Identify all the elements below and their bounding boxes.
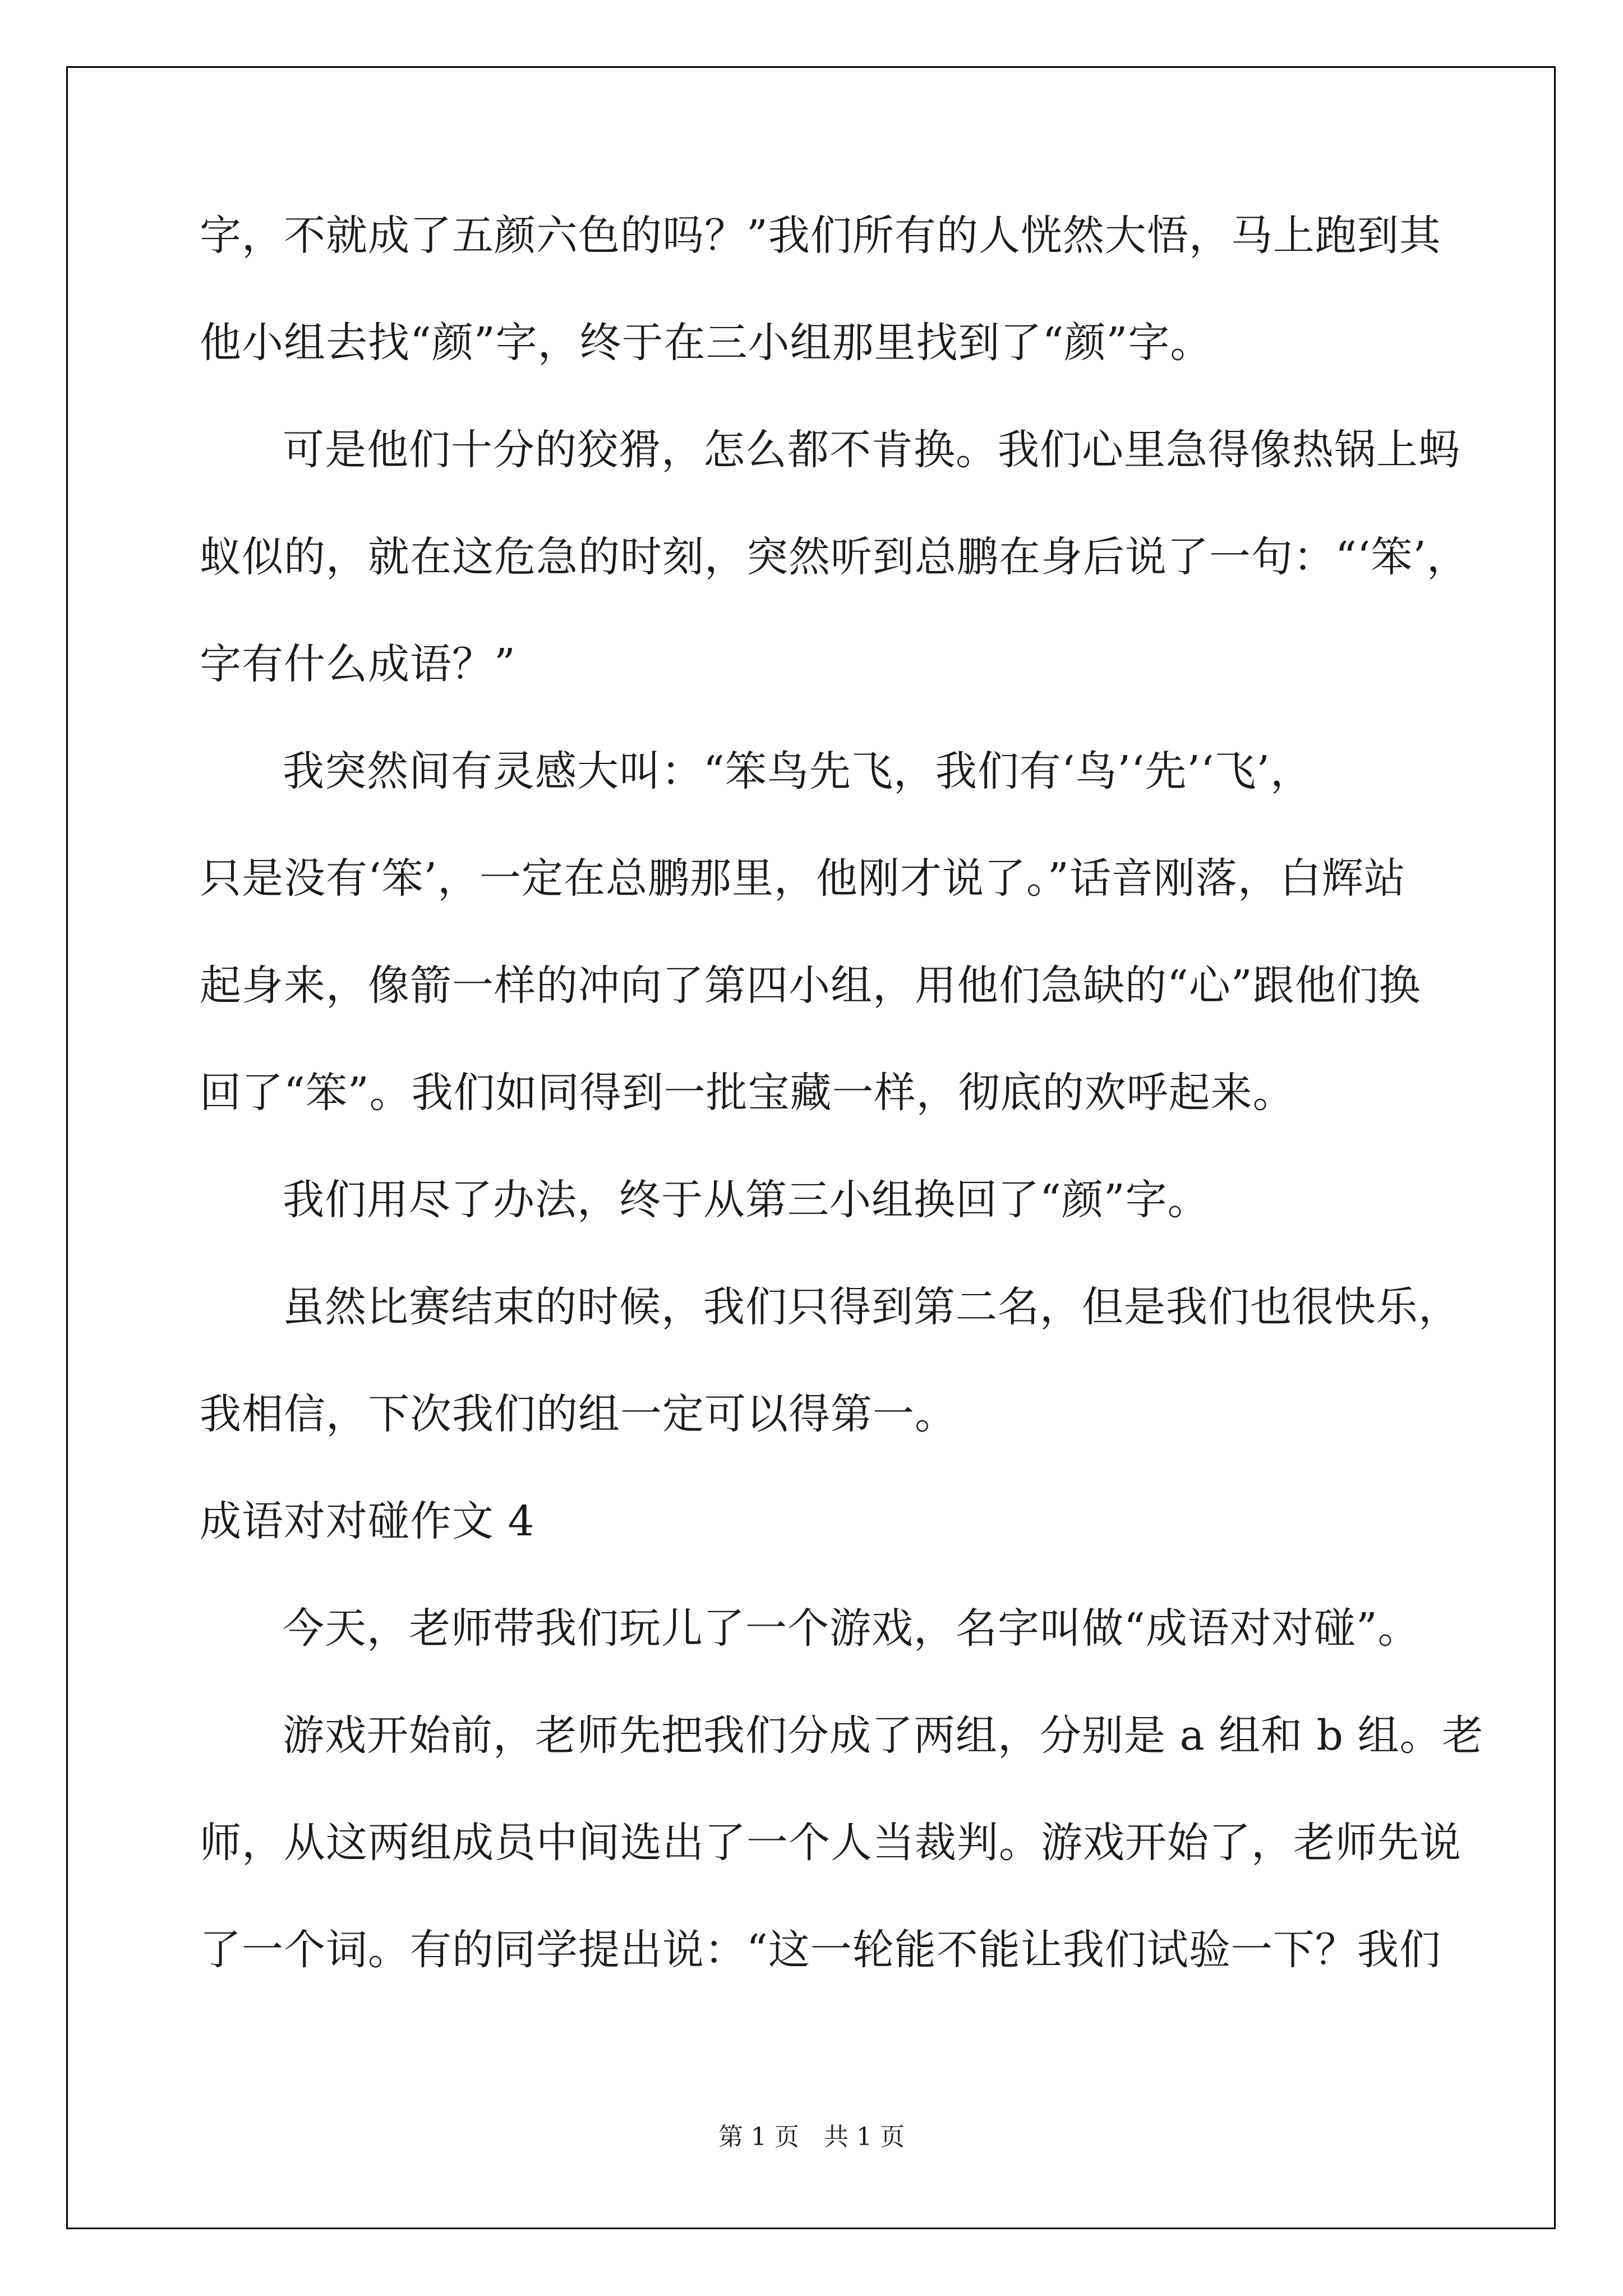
text-line-2: 他小组去找“颜”字，终于在三小组那里找到了“颜”字。 xyxy=(200,319,1212,367)
text-line-1: 字，不就成了五颜六色的吗？”我们所有的人恍然大悟，马上跑到其 xyxy=(200,211,1441,260)
text-line-4: 蚁似的，就在这危急的时刻，突然听到总鹏在身后说了一句：“‘笨’， xyxy=(200,533,1469,581)
page-border xyxy=(66,66,1556,2229)
text-line-5: 字有什么成语？” xyxy=(200,640,516,688)
text-line-6: 我突然间有灵感大叫：“笨鸟先飞，我们有‘鸟’‘先’‘飞’， xyxy=(283,747,1312,795)
section-heading: 成语对对碰作文 4 xyxy=(200,1497,535,1545)
text-line-15: 游戏开始前，老师先把我们分成了两组，分别是 a 组和 b 组。老 xyxy=(283,1711,1484,1760)
text-line-9: 回了“笨”。我们如同得到一批宝藏一样，彻底的欢呼起来。 xyxy=(200,1069,1295,1117)
text-line-8: 起身来，像箭一样的冲向了第四小组，用他们急缺的“心”跟他们换 xyxy=(200,961,1421,1010)
text-line-7: 只是没有‘笨’，一定在总鹏那里，他刚才说了。”话音刚落，白辉站 xyxy=(200,854,1406,903)
text-line-17: 了一个词。有的同学提出说：“这一轮能不能让我们试验一下？我们 xyxy=(200,1926,1441,1974)
text-line-3: 可是他们十分的狡猾，怎么都不肯换。我们心里急得像热锅上蚂 xyxy=(283,426,1460,474)
page-number-footer: 第 1 页 共 1 页 xyxy=(718,2123,905,2151)
text-line-10: 我们用尽了办法，终于从第三小组换回了“颜”字。 xyxy=(283,1176,1210,1224)
text-line-16: 师，从这两组成员中间选出了一个人当裁判。游戏开始了，老师先说 xyxy=(200,1819,1461,1867)
text-line-14: 今天，老师带我们玩儿了一个游戏，名字叫做“成语对对碰”。 xyxy=(283,1604,1420,1653)
text-line-12: 我相信，下次我们的组一定可以得第一。 xyxy=(200,1390,957,1438)
text-line-11: 虽然比赛结束的时候，我们只得到第二名，但是我们也很快乐， xyxy=(283,1283,1460,1331)
